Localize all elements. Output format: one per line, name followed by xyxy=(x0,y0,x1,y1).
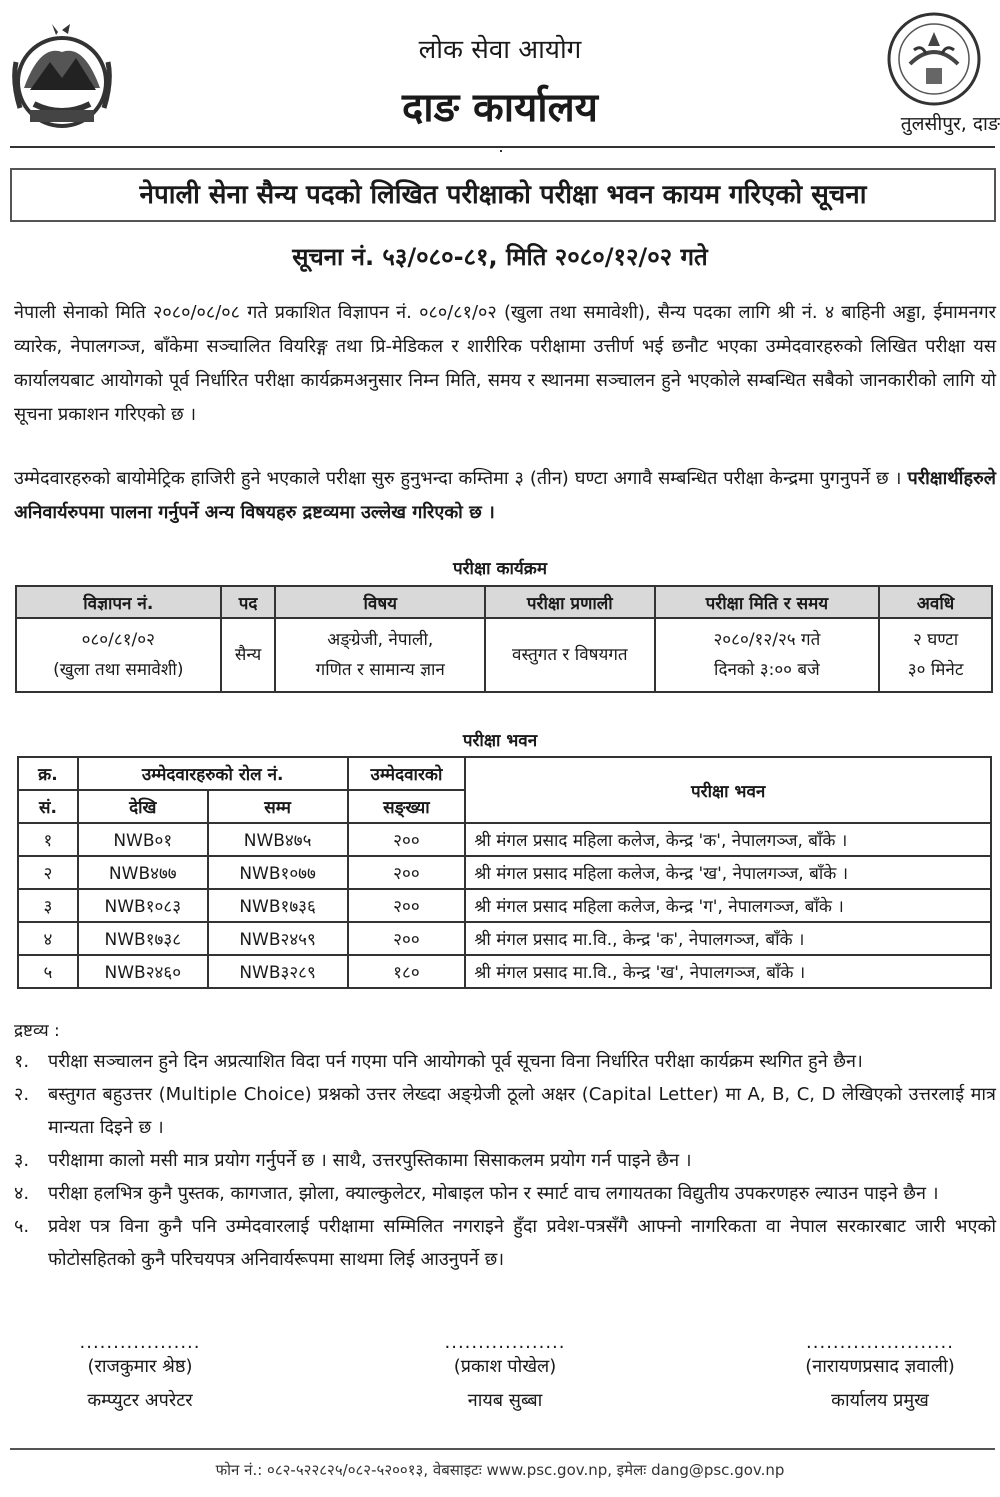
signature-line: .................. xyxy=(79,1332,201,1353)
note-text: बस्तुगत बहुउत्तर (Multiple Choice) प्रश्नको उत्तर लेख्दा अङ्ग्रेजी ठूलो अक्षर (Capital Letter) मा A, B, C, D लेखिएको उत्तरलाई मात्र मान्यता दिइने छ । xyxy=(48,1084,996,1138)
table-row xyxy=(18,922,991,955)
divider xyxy=(10,146,995,148)
col-candidate-count-2: सङ्ख्या xyxy=(348,790,466,823)
note-number: २. xyxy=(14,1084,30,1105)
col-sn: क्र. xyxy=(18,757,78,790)
table-row xyxy=(18,823,991,856)
venue-table xyxy=(17,756,992,989)
roll-to-cell: NWB१०७७ xyxy=(208,856,348,889)
signatory-title: कार्यालय प्रमुख xyxy=(831,1390,929,1411)
count-cell: २०० xyxy=(348,922,466,955)
col-subject: विषय xyxy=(275,586,485,618)
duration-hours: २ घण्टा xyxy=(913,630,959,650)
col-sn-2: सं. xyxy=(18,790,78,823)
signature-line: .................. xyxy=(444,1332,566,1353)
venue-cell: श्री मंगल प्रसाद मा.वि., केन्द्र 'क', नेपालगञ्ज, बाँके । xyxy=(465,922,991,955)
signature-block xyxy=(55,1332,225,1418)
system-cell: वस्तुगत र विषयगत xyxy=(485,618,655,692)
roll-to-cell: NWB३२८९ xyxy=(208,955,348,988)
note-text: परीक्षा सञ्चालन हुने दिन अप्रत्याशित विदा पर्न गएमा पनि आयोगको पूर्व सूचना विना निर्धारित परीक्षा कार्यक्रम स्थगित हुने छैन। xyxy=(48,1051,863,1072)
subject-cell xyxy=(275,618,485,692)
sn-cell: ५ xyxy=(18,955,78,988)
roll-to-cell: NWB४७५ xyxy=(208,823,348,856)
subject-line-2: गणित र सामान्य ज्ञान xyxy=(315,660,445,680)
note-number: ५. xyxy=(14,1216,30,1237)
signatory-name: (राजकुमार श्रेष्ठ) xyxy=(87,1356,193,1377)
attendance-bold-text: परीक्षार्थीहरुले अनिवार्यरुपमा पालना गर्नुपर्ने अन्य विषयहरु द्रष्टव्यमा उल्लेख गरिएको छ । xyxy=(14,468,996,523)
roll-to-cell: NWB१७३६ xyxy=(208,889,348,922)
note-number: ३. xyxy=(14,1150,30,1171)
venue-cell: श्री मंगल प्रसाद महिला कलेज, केन्द्र 'ख', नेपालगञ्ज, बाँके । xyxy=(465,856,991,889)
roll-to-cell: NWB२४५९ xyxy=(208,922,348,955)
count-cell: २०० xyxy=(348,823,466,856)
psc-logo-icon xyxy=(880,10,988,108)
venue-header-row-1 xyxy=(18,757,991,790)
notice-number: सूचना नं. ५३/०८०-८१, मिति २०८०/१२/०२ गते xyxy=(292,243,708,271)
col-duration: अवधि xyxy=(879,586,992,618)
roll-from-cell: NWB२४६० xyxy=(78,955,208,988)
roll-from-cell: NWB०१ xyxy=(78,823,208,856)
exam-date: २०८०/१२/२५ गते xyxy=(713,630,821,650)
note-text: परीक्षामा कालो मसी मात्र प्रयोग गर्नुपर्ने छ । साथै, उत्तरपुस्तिकामा सिसाकलम प्रयोग गर्न पाइने छैन । xyxy=(48,1150,692,1171)
roll-from-cell: NWB१७३८ xyxy=(78,922,208,955)
table-row xyxy=(18,856,991,889)
signatory-name: (नारायणप्रसाद ज्ञवाली) xyxy=(805,1356,955,1377)
exam-time: दिनको ३:०० बजे xyxy=(714,660,820,680)
notes-heading: द्रष्टव्य : xyxy=(14,1021,60,1041)
venue-cell: श्री मंगल प्रसाद महिला कलेज, केन्द्र 'ग', नेपालगञ्ज, बाँके । xyxy=(465,889,991,922)
note-number: १. xyxy=(14,1051,30,1072)
schedule-caption: परीक्षा कार्यक्रम xyxy=(452,559,548,579)
list-item xyxy=(14,1144,996,1177)
attendance-text: उम्मेदवारहरुको बायोमेट्रिक हाजिरी हुने भएकाले परीक्षा सुरु हुनुभन्दा कम्तिमा ३ (तीन) घण्टा अगावै सम्बन्धित परीक्षा केन्द्रमा पुगनुपर्ने छ । xyxy=(14,468,902,489)
count-cell: २०० xyxy=(348,889,466,922)
note-text: परीक्षा हलभित्र कुनै पुस्तक, कागजात, झोला, क्याल्कुलेटर, मोबाइल फोन र स्मार्ट वाच लगायतका विद्युतीय उपकरणहरु ल्याउन पाइने छैन । xyxy=(48,1183,939,1204)
col-roll-to: सम्म xyxy=(208,790,348,823)
sn-cell: २ xyxy=(18,856,78,889)
list-item xyxy=(14,1078,996,1144)
venue-cell: श्री मंगल प्रसाद मा.वि., केन्द्र 'ख', नेपालगञ्ज, बाँके । xyxy=(465,955,991,988)
letterhead xyxy=(0,0,1000,150)
divider-dot xyxy=(500,150,502,152)
list-item xyxy=(14,1210,996,1276)
office-location: तुलसीपुर, दाङ xyxy=(900,113,1000,135)
adv-no-cell xyxy=(16,618,221,692)
table-row xyxy=(18,889,991,922)
footer-divider xyxy=(10,1448,995,1450)
signature-block xyxy=(780,1332,980,1418)
col-roll-no: उम्मेदवारहरुको रोल नं. xyxy=(78,757,348,790)
col-candidate-count: उम्मेदवारको xyxy=(348,757,466,790)
signature-block xyxy=(420,1332,590,1418)
signatory-title: नायब सुब्बा xyxy=(467,1390,543,1411)
count-cell: १८० xyxy=(348,955,466,988)
duration-cell xyxy=(879,618,992,692)
signatory-name: (प्रकाश पोखेल) xyxy=(453,1356,557,1377)
signatory-title: कम्प्युटर अपरेटर xyxy=(87,1390,193,1411)
list-item xyxy=(14,1045,996,1078)
subject-line-1: अङ्ग्रेजी, नेपाली, xyxy=(327,630,434,650)
venue-cell: श्री मंगल प्रसाद महिला कलेज, केन्द्र 'क', नेपालगञ्ज, बाँके । xyxy=(465,823,991,856)
schedule-header-row xyxy=(16,586,992,618)
col-post: पद xyxy=(221,586,276,618)
post-cell: सैन्य xyxy=(221,618,276,692)
attendance-paragraph xyxy=(14,462,996,530)
notice-title: नेपाली सेना सैन्य पदको लिखित परीक्षाको परीक्षा भवन कायम गरिएको सूचना xyxy=(10,168,996,222)
schedule-table xyxy=(15,585,993,693)
venue-caption: परीक्षा भवन xyxy=(462,731,538,751)
note-number: ४. xyxy=(14,1183,30,1204)
note-text: प्रवेश पत्र विना कुनै पनि उम्मेदवारलाई परीक्षामा सम्मिलित नगराइने हुँदा प्रवेश-पत्रसँगै आफ्नो नागरिकता वा नेपाल सरकारबाट जारी भएको फोटोसहितको कुनै परिचयपत्र अनिवार्यरूपमा साथमा लिई आउनुपर्ने छ। xyxy=(48,1216,996,1270)
roll-from-cell: NWB१०८३ xyxy=(78,889,208,922)
duration-minutes: ३० मिनेट xyxy=(907,660,964,680)
roll-from-cell: NWB४७७ xyxy=(78,856,208,889)
signature-line: ...................... xyxy=(806,1332,954,1353)
notes-list xyxy=(14,1045,996,1276)
list-item xyxy=(14,1177,996,1210)
adv-no: ०८०/८१/०२ xyxy=(81,630,155,650)
col-exam-system: परीक्षा प्रणाली xyxy=(485,586,655,618)
col-exam-datetime: परीक्षा मिति र समय xyxy=(655,586,880,618)
col-venue: परीक्षा भवन xyxy=(465,757,991,823)
adv-category: (खुला तथा समावेशी) xyxy=(53,660,184,680)
footer-contact: फोन नं.: ०८२-५२२८२५/०८२-५२००१३, वेबसाइटः www.psc.gov.np, इमेलः dang@psc.gov.np xyxy=(215,1461,785,1479)
count-cell: २०० xyxy=(348,856,466,889)
schedule-row xyxy=(16,618,992,692)
office-name: दाङ कार्यालय xyxy=(402,85,598,131)
col-adv-no: विज्ञापन नं. xyxy=(16,586,221,618)
sn-cell: १ xyxy=(18,823,78,856)
intro-paragraph: नेपाली सेनाको मिति २०८०/०८/०८ गते प्रकाशित विज्ञापन नं. ०८०/८१/०२ (खुला तथा समावेशी), सैन्य पदका लागि श्री नं. ४ बाहिनी अड्डा, ईमामनगर व्यारेक, नेपालगञ्ज, बाँकेमा सञ्चालित वियरिङ्ग तथा प्रि-मेडिकल र शारीरिक परीक्षामा उत्तीर्ण भई छनौट भएका उम्मेदवारहरुको लिखित परीक्षा यस कार्यालयबाट आयोगको पूर्व निर्धारित परीक्षा कार्यक्रमअनुसार निम्न मिति, समय र स्थानमा सञ्चालन हुने भएकोले सम्बन्धित सबैको जानकारीको लागि यो सूचना प्रकाशन गरिएको छ । xyxy=(14,302,996,425)
sn-cell: ४ xyxy=(18,922,78,955)
col-roll-from: देखि xyxy=(78,790,208,823)
table-row xyxy=(18,955,991,988)
sn-cell: ३ xyxy=(18,889,78,922)
org-name: लोक सेवा आयोग xyxy=(418,35,582,65)
datetime-cell xyxy=(655,618,880,692)
